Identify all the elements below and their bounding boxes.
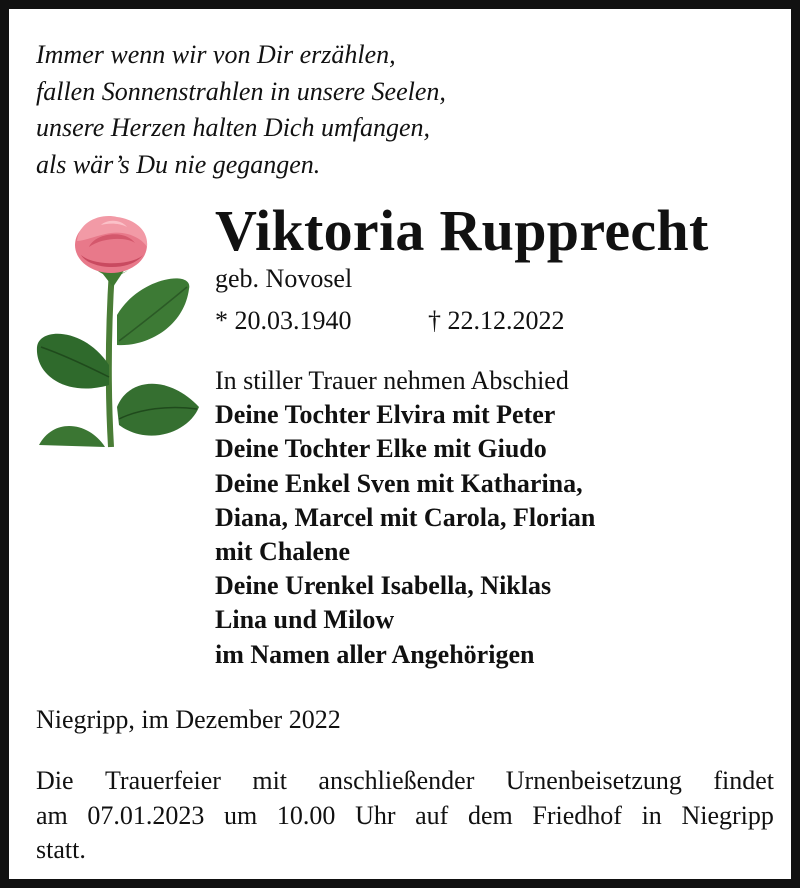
mourner-line: Deine Tochter Elvira mit Peter: [215, 400, 556, 430]
funeral-info-word: um: [224, 800, 258, 830]
funeral-info-word: auf: [415, 800, 449, 830]
funeral-info-word: anschließender: [318, 766, 475, 795]
mourner-line: Diana, Marcel mit Carola, Florian: [215, 502, 596, 532]
funeral-info-word: 07.01.2023: [87, 800, 205, 830]
mourner-line: im Namen aller Angehörigen: [215, 639, 535, 669]
mourner-line: Lina und Milow: [215, 605, 395, 635]
poem-line: unsere Herzen halten Dich umfangen,: [36, 113, 431, 142]
poem-line: Immer wenn wir von Dir erzählen,: [36, 40, 396, 69]
rose-image: [29, 207, 204, 455]
funeral-info-word: Niegripp: [681, 800, 774, 830]
mourner-line: Deine Enkel Sven mit Katharina,: [215, 468, 583, 498]
funeral-info-word: in: [641, 800, 662, 830]
funeral-info-word: Friedhof: [532, 800, 622, 830]
mourner-line: Deine Urenkel Isabella, Niklas: [215, 571, 552, 601]
life-dates: [215, 303, 565, 339]
funeral-info-word: findet: [713, 766, 774, 795]
mourners-list: [215, 364, 595, 672]
mourner-line: Deine Tochter Elke mit Giudo: [215, 434, 547, 464]
poem-line: fallen Sonnenstrahlen in unsere Seelen,: [36, 76, 446, 106]
funeral-info-word: mit: [252, 766, 288, 795]
mourners-intro: In stiller Trauer nehmen Abschied: [215, 366, 569, 395]
funeral-info: [36, 764, 774, 868]
poem-line: als wär’s Du nie gegangen.: [36, 149, 321, 179]
funeral-info-line: [36, 799, 774, 834]
funeral-info-line: [36, 764, 774, 799]
funeral-info-word: dem: [467, 800, 513, 830]
funeral-info-word: Urnenbeisetzung: [505, 766, 682, 795]
funeral-info-line: statt.: [36, 835, 86, 864]
death-date: † 22.12.2022: [428, 306, 565, 335]
place-and-date: Niegripp, im Dezember 2022: [36, 705, 341, 734]
funeral-info-word: 10.00: [276, 800, 336, 830]
funeral-info-word: Die: [36, 766, 74, 795]
mourner-line: mit Chalene: [215, 537, 351, 567]
deceased-name: Viktoria Rupprecht: [215, 198, 709, 263]
funeral-info-word: Trauerfeier: [104, 766, 221, 795]
birth-name: geb. Novosel: [215, 264, 353, 293]
birth-date: * 20.03.1940: [215, 306, 352, 335]
funeral-info-word: am: [36, 800, 68, 830]
funeral-info-word: Uhr: [355, 800, 396, 830]
memorial-poem: [36, 37, 446, 183]
